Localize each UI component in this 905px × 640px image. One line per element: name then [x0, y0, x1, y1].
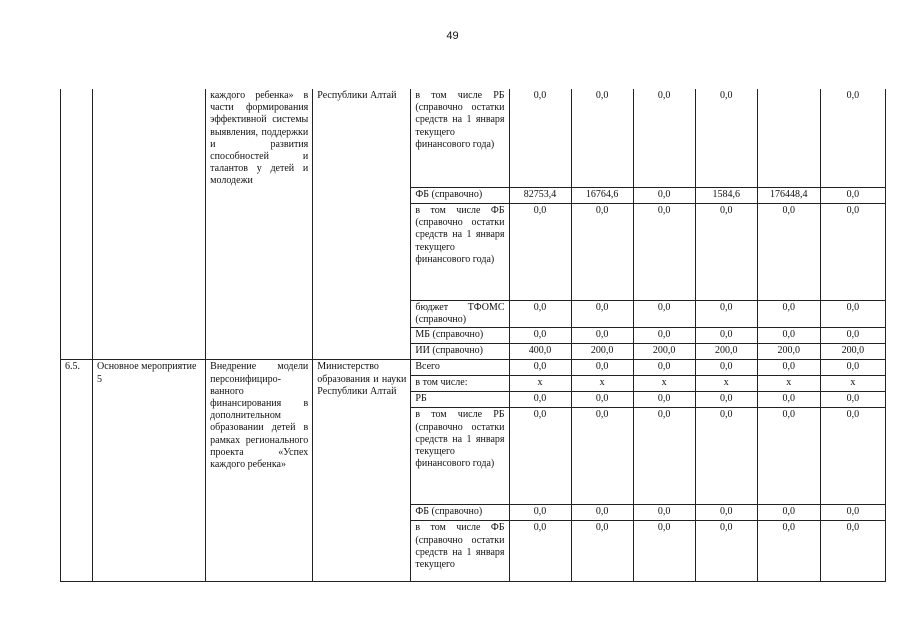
value-cell: 1584,6 [695, 188, 757, 204]
value-cell: 0,0 [633, 89, 695, 188]
value-cell: 0,0 [757, 392, 820, 408]
funding-source-cell: МБ (справочно) [411, 328, 509, 344]
value-cell: 0,0 [571, 204, 633, 301]
number-cell [61, 89, 93, 360]
value-cell: 0,0 [757, 521, 820, 582]
value-cell: 200,0 [633, 344, 695, 360]
funding-source-cell: бюджет ТФОМС (справочно) [411, 301, 509, 328]
value-cell: 0,0 [757, 301, 820, 328]
value-cell: х [695, 376, 757, 392]
value-cell: 0,0 [695, 89, 757, 188]
value-cell: 200,0 [820, 344, 885, 360]
value-cell: 0,0 [695, 521, 757, 582]
value-cell: 0,0 [571, 408, 633, 505]
executor-cell: Министерство образования и науки Республики Алтай [313, 360, 411, 582]
value-cell: х [571, 376, 633, 392]
value-cell: 0,0 [633, 360, 695, 376]
value-cell: 0,0 [820, 301, 885, 328]
funding-source-cell: в том числе ФБ (справочно остатки средств на 1 января текущего [411, 521, 509, 582]
value-cell: 0,0 [820, 408, 885, 505]
value-cell: 0,0 [509, 328, 571, 344]
value-cell: 0,0 [695, 408, 757, 505]
value-cell: 0,0 [571, 505, 633, 521]
value-cell: 0,0 [633, 521, 695, 582]
value-cell: 0,0 [509, 301, 571, 328]
value-cell: 0,0 [820, 392, 885, 408]
value-cell: 0,0 [509, 521, 571, 582]
value-cell: 0,0 [509, 392, 571, 408]
value-cell: 0,0 [757, 328, 820, 344]
funding-source-cell: в том числе: [411, 376, 509, 392]
value-cell: 0,0 [695, 360, 757, 376]
value-cell: 400,0 [509, 344, 571, 360]
funding-source-cell: ИИ (справочно) [411, 344, 509, 360]
value-cell: х [509, 376, 571, 392]
value-cell: 0,0 [820, 204, 885, 301]
value-cell: 200,0 [695, 344, 757, 360]
value-cell: 0,0 [820, 505, 885, 521]
value-cell: 0,0 [820, 360, 885, 376]
value-cell: 0,0 [820, 188, 885, 204]
value-cell: 200,0 [757, 344, 820, 360]
value-cell: 200,0 [571, 344, 633, 360]
value-cell: 0,0 [571, 360, 633, 376]
value-cell: 0,0 [571, 301, 633, 328]
executor-cell: Республики Алтай [313, 89, 411, 360]
value-cell: 0,0 [633, 204, 695, 301]
description-cell: Внедрение модели персонифициро-ванного финансирования в дополнительном образовании детей в рамках регионального проекта «Успех каждого ребенка» [206, 360, 313, 582]
funding-source-cell: в том числе РБ (справочно остатки средств на 1 января текущего финансового года) [411, 89, 509, 188]
value-cell: х [820, 376, 885, 392]
value-cell: 0,0 [757, 360, 820, 376]
value-cell: 0,0 [633, 301, 695, 328]
value-cell: 0,0 [571, 521, 633, 582]
value-cell: 0,0 [571, 89, 633, 188]
description-cell: каждого ребенка» в части формирования эффективной системы выявления, поддержки и развития способностей и талантов у детей и молодежи [206, 89, 313, 360]
value-cell: х [757, 376, 820, 392]
value-cell: 16764,6 [571, 188, 633, 204]
value-cell: 0,0 [633, 328, 695, 344]
value-cell: 0,0 [509, 204, 571, 301]
funding-source-cell: в том числе ФБ (справочно остатки средств на 1 января текущего финансового года) [411, 204, 509, 301]
value-cell: 0,0 [571, 392, 633, 408]
value-cell: 0,0 [509, 505, 571, 521]
value-cell: 0,0 [695, 392, 757, 408]
value-cell: 0,0 [820, 521, 885, 582]
value-cell: 0,0 [633, 392, 695, 408]
value-cell: 0,0 [509, 408, 571, 505]
value-cell: х [633, 376, 695, 392]
page-number: 49 [446, 30, 459, 42]
funding-source-cell: Всего [411, 360, 509, 376]
value-cell: 0,0 [757, 204, 820, 301]
value-cell: 0,0 [633, 408, 695, 505]
value-cell: 176448,4 [757, 188, 820, 204]
event-name-cell [93, 89, 206, 360]
value-cell: 0,0 [820, 328, 885, 344]
value-cell: 0,0 [757, 408, 820, 505]
funding-source-cell: ФБ (справочно) [411, 505, 509, 521]
value-cell [757, 89, 820, 188]
funding-source-cell: РБ [411, 392, 509, 408]
value-cell: 0,0 [509, 89, 571, 188]
value-cell: 0,0 [695, 328, 757, 344]
value-cell: 0,0 [633, 188, 695, 204]
funding-source-cell: в том числе РБ (справочно остатки средств на 1 января текущего финансового года) [411, 408, 509, 505]
value-cell: 0,0 [509, 360, 571, 376]
value-cell: 0,0 [695, 204, 757, 301]
value-cell: 0,0 [695, 505, 757, 521]
value-cell: 0,0 [571, 328, 633, 344]
event-name-cell: Основное мероприятие 5 [93, 360, 206, 582]
value-cell: 0,0 [633, 505, 695, 521]
value-cell: 82753,4 [509, 188, 571, 204]
table-row [61, 360, 886, 376]
funding-source-cell: ФБ (справочно) [411, 188, 509, 204]
value-cell: 0,0 [820, 89, 885, 188]
number-cell: 6.5. [61, 360, 93, 582]
value-cell: 0,0 [757, 505, 820, 521]
value-cell: 0,0 [695, 301, 757, 328]
table-row [61, 89, 886, 188]
budget-table [60, 89, 886, 582]
